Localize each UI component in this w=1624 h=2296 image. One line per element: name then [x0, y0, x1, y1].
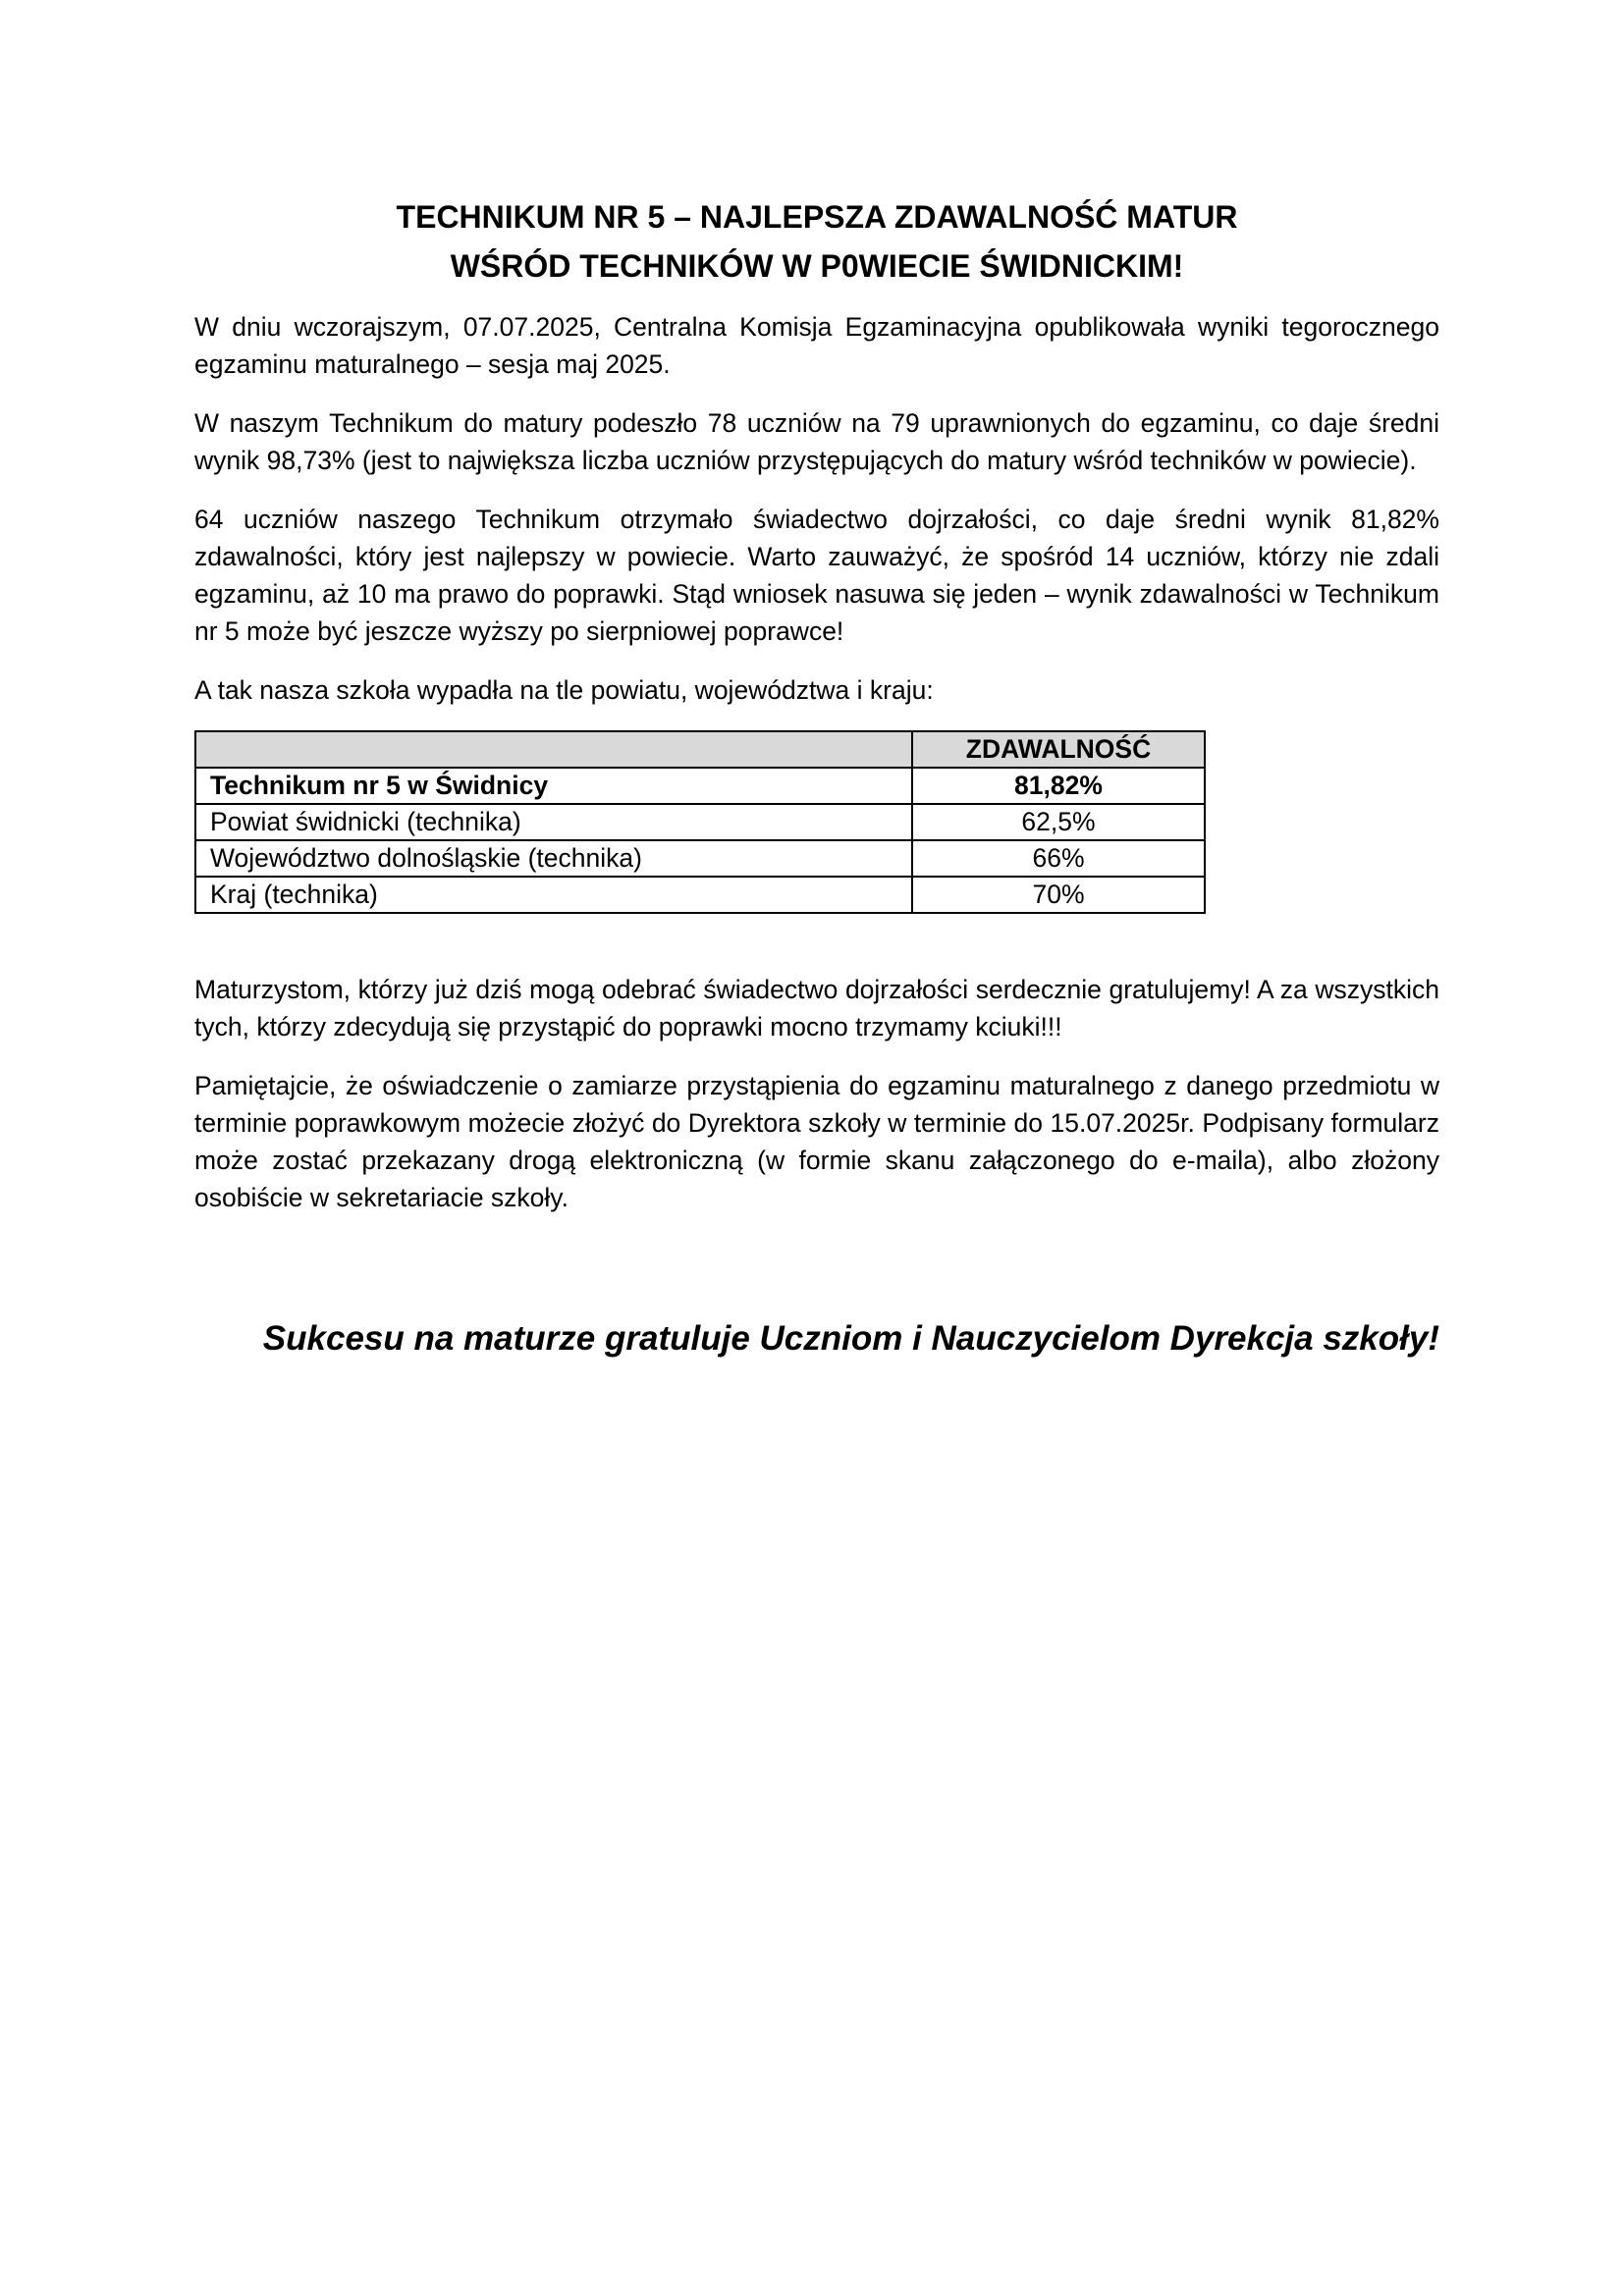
table-cell-label: Kraj (technika): [195, 877, 912, 913]
table-cell-value: 66%: [912, 840, 1205, 877]
paragraph-participation: W naszym Technikum do matury podeszło 78 uczniów na 79 uprawnionych do egzaminu, co daje średni wynik 98,73% (jest to największa liczba uczniów przystępujących do matury wśród techników w powiecie).: [194, 408, 1439, 475]
table-row: [195, 768, 1205, 804]
paragraph-table-intro: A tak nasza szkoła wypadła na tle powiatu, województwa i kraju:: [194, 675, 934, 705]
table-cell-label: Powiat świdnicki (technika): [195, 804, 912, 840]
paragraph-retake-info: Pamiętajcie, że oświadczenie o zamiarze przystąpienia do egzaminu maturalnego z danego przedmiotu w terminie poprawkowym możecie złożyć do Dyrektora szkoły w terminie do 15.07.2025r. Podpisany formularz może zostać przekazany drogą elektroniczną (w formie skanu załączonego do e-maila), albo złożony osobiście w sekretariacie szkoły.: [194, 1071, 1439, 1212]
paragraph-results: 64 uczniów naszego Technikum otrzymało świadectwo dojrzałości, co daje średni wynik 81,82% zdawalności, który jest najlepszy w powiecie. Warto zauważyć, że spośród 14 uczniów, którzy nie zdali egzaminu, aż 10 ma prawo do poprawki. Stąd wniosek nasuwa się jeden – wynik zdawalności w Technikum nr 5 może być jeszcze wyższy po sierpniowej poprawce!: [194, 505, 1439, 646]
table-row: [195, 804, 1205, 840]
paragraph-congratulations: Maturzystom, którzy już dziś mogą odebrać świadectwo dojrzałości serdecznie gratulujemy! A za wszystkich tych, którzy zdecydują się przystąpić do poprawki mocno trzymamy kciuki!!!: [194, 975, 1439, 1041]
table-header-value: ZDAWALNOŚĆ: [912, 731, 1205, 768]
document-page: [194, 192, 1439, 1363]
closing-line: Sukcesu na maturze gratuluje Uczniom i Nauczycielom Dyrekcja szkoły!: [262, 1319, 1439, 1358]
table-row: [195, 840, 1205, 877]
table-header-label: [195, 731, 912, 768]
table-cell-label: Technikum nr 5 w Świdnicy: [195, 768, 912, 804]
title-line-1: TECHNIKUM NR 5 – NAJLEPSZA ZDAWALNOŚĆ MATUR: [396, 199, 1238, 235]
paragraph-announcement: W dniu wczorajszym, 07.07.2025, Centralna Komisja Egzaminacyjna opublikowała wyniki tegorocznego egzaminu maturalnego – sesja maj 2025.: [194, 312, 1439, 379]
table-cell-value: 62,5%: [912, 804, 1205, 840]
table-cell-value: 70%: [912, 877, 1205, 913]
results-table: [194, 730, 1206, 914]
table-cell-value: 81,82%: [912, 768, 1205, 804]
page-title: [194, 192, 1439, 291]
table-cell-label: Województwo dolnośląskie (technika): [195, 840, 912, 877]
table-header-row: [195, 731, 1205, 768]
title-line-2: WŚRÓD TECHNIKÓW W P0WIECIE ŚWIDNICKIM!: [450, 248, 1184, 284]
table-row: [195, 877, 1205, 913]
